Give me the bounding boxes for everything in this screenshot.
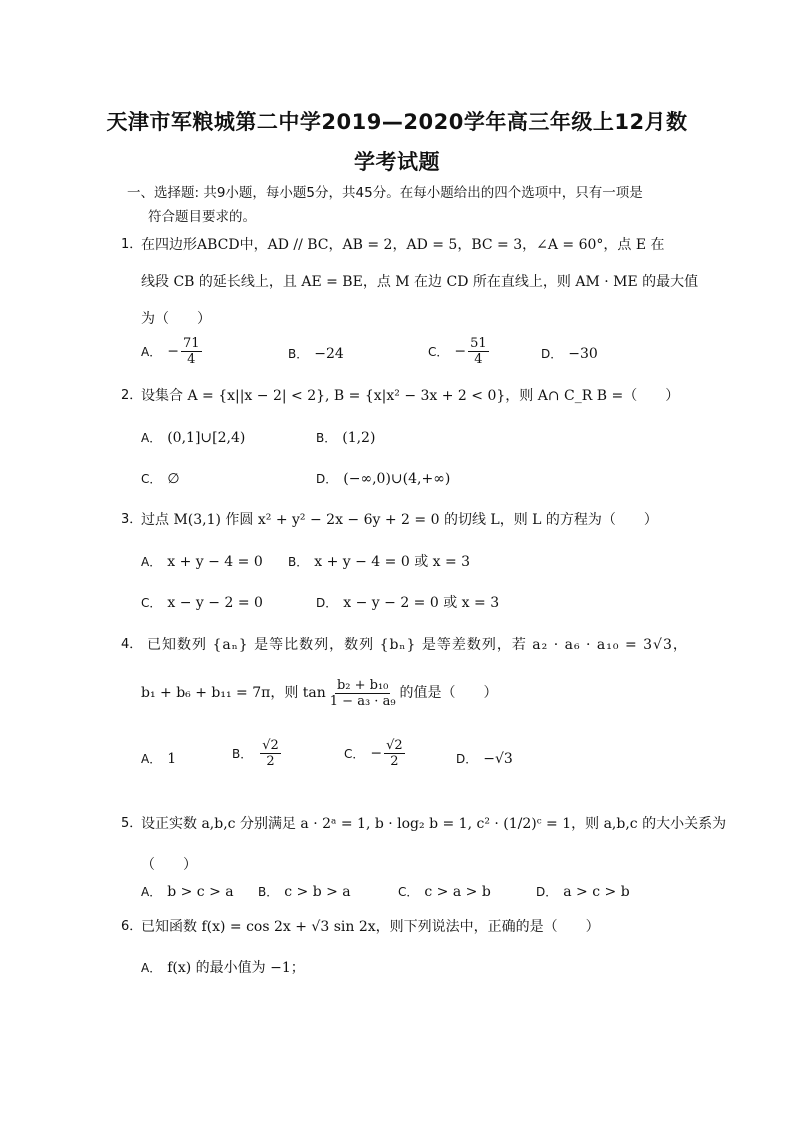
question-6-line1: 已知函数 f(x) = cos 2x + √3 sin 2x，则下列说法中，正确的是（ ） [141, 919, 600, 935]
option-a: A． x + y − 4 = 0 [141, 554, 263, 570]
exam-title-line2: 学考试题 [354, 150, 440, 174]
question-2-line1: 设集合 A = {x||x − 2| < 2}, B = {x|x² − 3x + 2 < 0}，则 A∩ C_R B =（ ） [141, 388, 680, 404]
option-c: C． x − y − 2 = 0 [141, 595, 263, 611]
fraction: $\frac{√2}{2}$ [386, 738, 403, 769]
option-c: C． − $\frac{√2}{2}$ [344, 738, 403, 769]
question-number: 4． [121, 637, 143, 652]
option-b: B． −24 [288, 346, 344, 362]
question-4-line2: b₁ + b₆ + b₁₁ = 7π，则 tan $\frac{\text{b₂ + b₁₀}}{\text{1 − a₃ · a₉}}$ 的值是（ ） [141, 677, 498, 709]
question-number: 3． [121, 512, 143, 527]
option-b: B． (1,2) [316, 430, 376, 446]
question-1-line2: 线段 CB 的延长线上，且 AE = BE，点 M 在边 CD 所在直线上，则 AM · ME 的最大值 [141, 274, 699, 290]
option-c: C． ∅ [141, 471, 180, 487]
section-instructions-line2: 符合题目要求的。 [148, 209, 256, 225]
section-instructions-line1: 一、选择题: 共9小题，每小题5分，共45分。在每小题给出的四个选项中，只有一项是 [127, 185, 643, 201]
option-d: D． a > c > b [536, 884, 630, 900]
option-c: C． c > a > b [398, 884, 491, 900]
option-a: A． b > c > a [141, 884, 234, 900]
option-b: B． $\frac{√2}{2}$ [232, 738, 279, 769]
question-number: 5． [121, 816, 143, 831]
question-3-line1: 过点 M(3,1) 作圆 x² + y² − 2x − 6y + 2 = 0 的切线 L，则 L 的方程为（ ） [141, 512, 658, 528]
question-1-line1: 在四边形ABCD中，AD // BC，AB = 2，AD = 5，BC = 3，∠A = 60°，点 E 在 [141, 237, 665, 253]
exam-title-line1: 天津市军粮城第二中学2019—2020学年高三年级上12月数 [106, 110, 688, 134]
question-4-line1: 已知数列 {aₙ} 是等比数列，数列 {bₙ} 是等差数列，若 a₂ · a₆ · a₁₀ = 3√3， [147, 637, 688, 653]
question-5-line1: 设正实数 a,b,c 分别满足 a · 2ᵃ = 1, b · log₂ b = 1, c² · (1/2)ᶜ = 1，则 a,b,c 的大小关系为 [141, 816, 727, 832]
option-a: A． − $\frac{71}{4}$ [141, 336, 200, 367]
fraction: $\frac{71}{4}$ [182, 336, 200, 367]
option-c: C． − $\frac{51}{4}$ [428, 336, 487, 367]
question-number: 1． [121, 237, 143, 252]
option-d: D． −√3 [456, 751, 513, 767]
question-5-line2: （ ） [141, 857, 197, 873]
fraction: $\frac{√2}{2}$ [262, 738, 279, 769]
option-d: D． (−∞,0)∪(4,+∞) [316, 471, 451, 487]
option-a: A． f(x) 的最小值为 −1； [141, 960, 305, 976]
question-number: 6． [121, 919, 143, 934]
option-b: B． c > b > a [258, 884, 351, 900]
option-a: A． 1 [141, 751, 177, 767]
option-d: D． −30 [541, 346, 598, 362]
question-1-line3: 为（ ） [141, 311, 211, 327]
option-a: A． (0,1]∪[2,4) [141, 430, 246, 446]
question-number: 2． [121, 388, 143, 403]
fraction: $\frac{\text{b₂ + b₁₀}}{\text{1 − a₃ · a₉}}$ [329, 677, 396, 709]
fraction: $\frac{51}{4}$ [470, 336, 487, 367]
option-d: D． x − y − 2 = 0 或 x = 3 [316, 595, 500, 611]
option-b: B． x + y − 4 = 0 或 x = 3 [288, 554, 471, 570]
